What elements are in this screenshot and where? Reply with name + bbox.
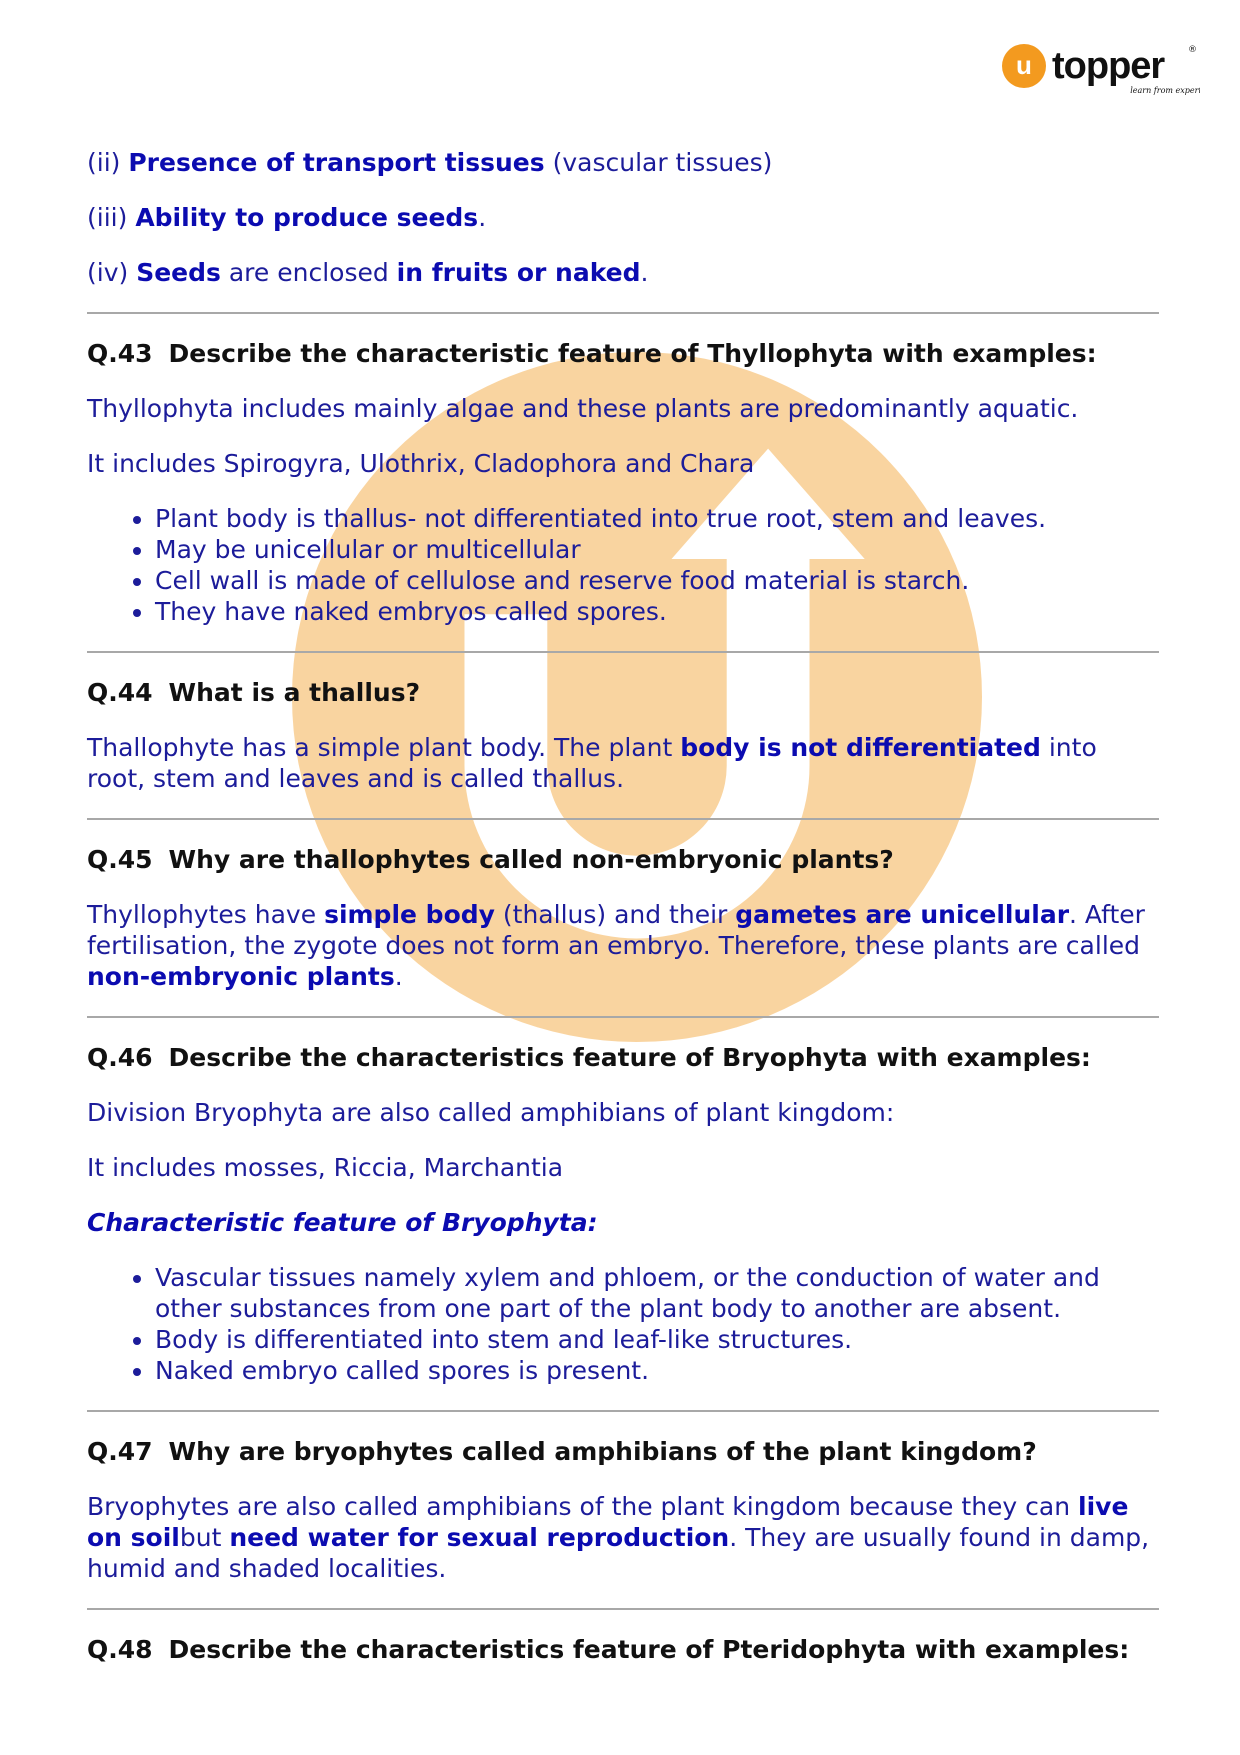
question-43: Q.43 Describe the characteristic feature of Thyllophyta with examples: [87, 339, 1097, 368]
brand-registered: ® [1188, 45, 1197, 55]
document-body [87, 147, 1159, 1689]
answer-46-subheading: Characteristic feature of Bryophyta: [87, 1208, 598, 1237]
brand-badge-letter: u [1016, 50, 1032, 80]
divider [87, 312, 1159, 314]
divider [87, 651, 1159, 653]
list-item: • They have naked embryos called spores. [155, 596, 1159, 627]
answer-46-para-1: Division Bryophyta are also called amphibians of plant kingdom: [87, 1098, 895, 1127]
list-item: • Vascular tissues namely xylem and phloem, or the conduction of water and other substances from one part of the plant body to another are absent. [155, 1262, 1159, 1324]
list-item: • Naked embryo called spores is present. [155, 1355, 1159, 1386]
question-48: Q.48 Describe the characteristics feature of Pteridophyta with examples: [87, 1635, 1130, 1664]
divider [87, 1016, 1159, 1018]
brand-tagline: learn from experts [1130, 86, 1200, 95]
list-item: • Plant body is thallus- not differentiated into true root, stem and leaves. [155, 503, 1159, 534]
answer-46-para-2: It includes mosses, Riccia, Marchantia [87, 1153, 564, 1182]
list-item: • Cell wall is made of cellulose and reserve food material is starch. [155, 565, 1159, 596]
intro-line-ii: (ii) Presence of transport tissues (vascular tissues) [87, 148, 773, 177]
question-47: Q.47 Why are bryophytes called amphibians of the plant kingdom? [87, 1437, 1037, 1466]
answer-43-para-1: Thyllophyta includes mainly algae and these plants are predominantly aquatic. [87, 394, 1079, 423]
divider [87, 1608, 1159, 1610]
intro-line-iii: (iii) Ability to produce seeds. [87, 203, 487, 232]
list-item: • May be unicellular or multicellular [155, 534, 1159, 565]
answer-43-para-2: It includes Spirogyra, Ulothrix, Cladophora and Chara [87, 449, 755, 478]
divider [87, 1410, 1159, 1412]
question-44: Q.44 What is a thallus? [87, 678, 421, 707]
answer-45: Thyllophytes have simple body (thallus) and their gametes are unicellular. After fertilisation, the zygote does not form an embryo. Therefore, these plants are called non-embryonic plants. [87, 900, 1145, 991]
brand-logo [1000, 40, 1200, 100]
intro-line-iv: (iv) Seeds are enclosed in fruits or naked. [87, 258, 649, 287]
question-46: Q.46 Describe the characteristics feature of Bryophyta with examples: [87, 1043, 1091, 1072]
answer-46-list [87, 1262, 1159, 1386]
question-45: Q.45 Why are thallophytes called non-embryonic plants? [87, 845, 894, 874]
brand-name: topper [1052, 45, 1165, 87]
answer-43-list [87, 503, 1159, 627]
answer-47: Bryophytes are also called amphibians of the plant kingdom because they can live on soilbut need water for sexual reproduction. They are usually found in damp, humid and shaded localities. [87, 1492, 1150, 1583]
divider [87, 818, 1159, 820]
answer-44: Thallophyte has a simple plant body. The plant body is not differentiated into root, stem and leaves and is called thallus. [87, 733, 1097, 793]
list-item: • Body is differentiated into stem and leaf-like structures. [155, 1324, 1159, 1355]
